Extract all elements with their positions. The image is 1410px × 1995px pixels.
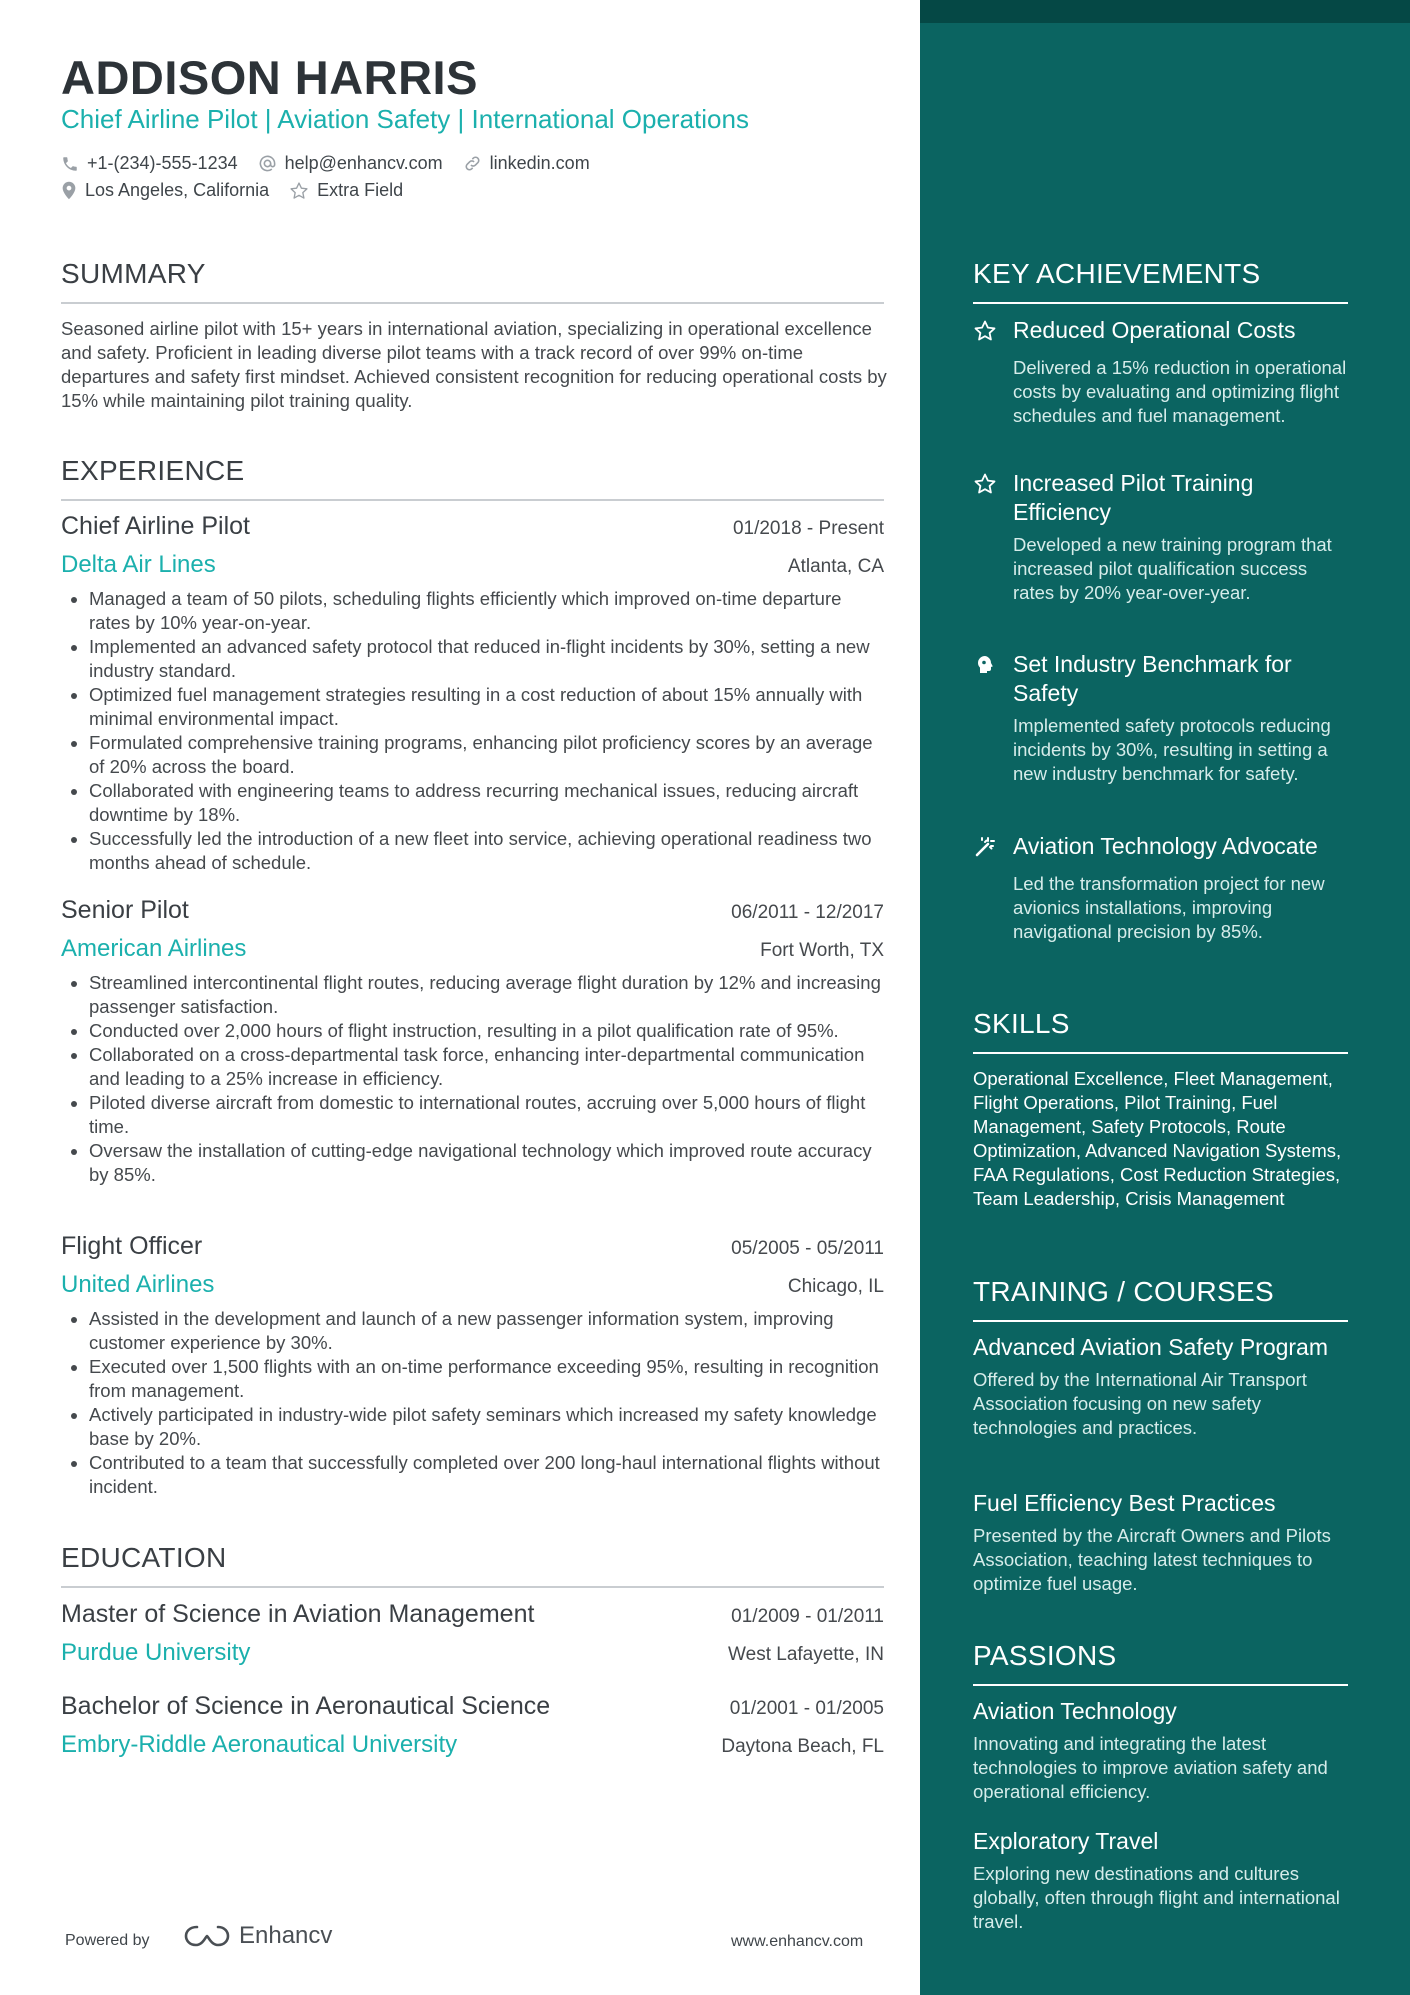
contact-email [258, 153, 443, 174]
bullet-item: • Optimized fuel management strategies resulting in a cost reduction of about 15% annually with minimal environmental impact. [89, 683, 884, 731]
education-location: Daytona Beach, FL [721, 1736, 884, 1757]
achievement-desc: Delivered a 15% reduction in operational costs by evaluating and optimizing flight schedules and fuel management. [1013, 357, 1347, 426]
training-item [973, 1333, 1353, 1440]
job-company: United Airlines [61, 1271, 215, 1298]
training-desc: Presented by the Aircraft Owners and Pilots Association, teaching latest techniques to optimize fuel usage. [973, 1525, 1331, 1594]
contact-row-2 [61, 180, 423, 201]
achievement-item [973, 650, 1353, 786]
job-bullets [61, 587, 884, 875]
bullet-item: • Collaborated on a cross-departmental task force, enhancing inter-departmental communication and leading to a 25% increase in efficiency. [89, 1043, 884, 1091]
passion-item [973, 1697, 1353, 1804]
job-entry [61, 512, 884, 875]
experience-title: EXPERIENCE [61, 455, 884, 501]
bullet-item: • Streamlined intercontinental flight routes, reducing average flight duration by 12% and increasing passenger satisfaction. [89, 971, 884, 1019]
degree: Master of Science in Aviation Management [61, 1600, 535, 1628]
powered-by-label: Powered by [65, 1932, 150, 1949]
bullet-item: • Formulated comprehensive training programs, enhancing pilot proficiency scores by an average of 20% across the board. [89, 731, 884, 779]
bullet-item: • Collaborated with engineering teams to address recurring mechanical issues, reducing aircraft downtime by 18%. [89, 779, 884, 827]
achievement-title: Reduced Operational Costs [1013, 317, 1296, 343]
brain-icon [973, 653, 997, 677]
skills-text: Operational Excellence, Fleet Management, Flight Operations, Pilot Training, Fuel Management, Safety Protocols, Route Optimization, Advanced Navigation Systems, FAA Regulations, Cost Reduction Strategies, Team Leadership, Crisis Management [973, 1068, 1342, 1209]
summary-text: Seasoned airline pilot with 15+ years in international aviation, specializing in operational excellence and safety. Proficient in leading diverse pilot teams with a track record of over 99% on-time departures and safety first mindset. Achieved consistent recognition for reducing operational costs by 15% while maintaining pilot training quality. [61, 318, 887, 411]
star-outline-icon [289, 181, 309, 201]
enhancv-logo[interactable] [183, 1922, 332, 1950]
education-dates: 01/2009 - 01/2011 [731, 1606, 884, 1627]
achievement-item [973, 469, 1353, 605]
training-title: TRAINING / COURSES [973, 1276, 1348, 1322]
wand-icon [973, 835, 997, 859]
location-text: Los Angeles, California [85, 180, 270, 200]
enhancv-logo-icon [183, 1922, 231, 1950]
phone-text: +1-(234)-555-1234 [87, 153, 238, 173]
achievement-title: Set Industry Benchmark for Safety [1013, 651, 1292, 706]
training-desc: Offered by the International Air Transport Association focusing on new safety technologies and practices. [973, 1369, 1307, 1438]
contact-phone [61, 153, 238, 174]
bullet-item: • Actively participated in industry-wide pilot safety seminars which increased my safety knowledge base by 20%. [89, 1403, 884, 1451]
email-text: help@enhancv.com [284, 153, 443, 173]
job-company: American Airlines [61, 935, 247, 962]
education-entry [61, 1692, 884, 1759]
summary-title: SUMMARY [61, 258, 884, 304]
bullet-item: • Assisted in the development and launch of a new passenger information system, improving customer experience by 30%. [89, 1307, 884, 1355]
job-role: Senior Pilot [61, 896, 189, 924]
passion-item [973, 1827, 1353, 1934]
bullet-item: • Piloted diverse aircraft from domestic to international routes, accruing over 5,000 hours of flight time. [89, 1091, 884, 1139]
at-icon [258, 154, 277, 173]
job-entry [61, 896, 884, 1187]
achievement-title: Aviation Technology Advocate [1013, 833, 1318, 859]
achievement-desc: Developed a new training program that increased pilot qualification success rates by 20% year-over-year. [1013, 534, 1332, 603]
job-location: Fort Worth, TX [760, 940, 884, 961]
headline: Chief Airline Pilot | Aviation Safety | International Operations [61, 104, 749, 134]
school: Embry-Riddle Aeronautical University [61, 1731, 458, 1758]
education-location: West Lafayette, IN [728, 1644, 884, 1665]
achievement-desc: Implemented safety protocols reducing incidents by 30%, resulting in setting a new industry benchmark for safety. [1013, 715, 1331, 784]
job-location: Atlanta, CA [787, 556, 884, 577]
training-item [973, 1489, 1353, 1596]
job-dates: 06/2011 - 12/2017 [731, 902, 884, 923]
education-title: EDUCATION [61, 1542, 884, 1588]
job-company: Delta Air Lines [61, 551, 216, 578]
phone-icon [61, 155, 79, 173]
job-entry [61, 1232, 884, 1499]
sidebar [920, 0, 1410, 1995]
contact-location [61, 180, 269, 201]
footer-url[interactable]: www.enhancv.com [731, 1933, 864, 1950]
star-icon [973, 472, 997, 496]
achievement-item [973, 832, 1353, 944]
bullet-item: • Managed a team of 50 pilots, scheduling flights efficiently which improved on-time departure rates by 10% year-on-year. [89, 587, 884, 635]
job-bullets [61, 1307, 884, 1499]
candidate-name: ADDISON HARRIS [61, 51, 478, 104]
skills-title: SKILLS [973, 1008, 1348, 1054]
link-icon [463, 154, 482, 173]
job-dates: 05/2005 - 05/2011 [731, 1238, 884, 1259]
bullet-item: • Oversaw the installation of cutting-edge navigational technology which improved route accuracy by 85%. [89, 1139, 884, 1187]
achievement-item [973, 316, 1353, 428]
school: Purdue University [61, 1639, 251, 1666]
contact-extra [289, 180, 403, 201]
achievement-title: Increased Pilot Training Efficiency [1013, 470, 1254, 525]
linkedin-text: linkedin.com [489, 153, 590, 173]
passion-name: Exploratory Travel [973, 1828, 1159, 1854]
training-name: Fuel Efficiency Best Practices [973, 1490, 1276, 1516]
job-dates: 01/2018 - Present [732, 518, 884, 539]
bullet-item: • Implemented an advanced safety protocol that reduced in-flight incidents by 30%, setting a new industry standard. [89, 635, 884, 683]
passion-name: Aviation Technology [973, 1698, 1177, 1724]
contact-row-1 [61, 153, 610, 174]
extra-field-text: Extra Field [317, 180, 404, 200]
bullet-item: • Executed over 1,500 flights with an on-time performance exceeding 95%, resulting in recognition from management. [89, 1355, 884, 1403]
job-role: Chief Airline Pilot [61, 512, 250, 540]
passions-title: PASSIONS [973, 1640, 1348, 1686]
star-icon [973, 319, 997, 343]
achievement-desc: Led the transformation project for new avionics installations, improving navigational precision by 85%. [1013, 873, 1325, 942]
bullet-item: • Successfully led the introduction of a new fleet into service, achieving operational readiness two months ahead of schedule. [89, 827, 884, 875]
job-location: Chicago, IL [787, 1276, 884, 1297]
sidebar-top-bar [920, 0, 1410, 23]
passion-desc: Innovating and integrating the latest technologies to improve aviation safety and operational efficiency. [973, 1733, 1328, 1802]
training-name: Advanced Aviation Safety Program [973, 1334, 1329, 1360]
job-bullets [61, 971, 884, 1187]
enhancv-brand-text: Enhancv [239, 1922, 333, 1949]
degree: Bachelor of Science in Aeronautical Science [61, 1692, 551, 1720]
education-entry [61, 1600, 884, 1667]
contact-linkedin [463, 153, 590, 174]
bullet-item: • Conducted over 2,000 hours of flight instruction, resulting in a pilot qualification rate of 95%. [89, 1019, 884, 1043]
education-dates: 01/2001 - 01/2005 [729, 1698, 884, 1719]
bullet-item: • Contributed to a team that successfully completed over 200 long-haul international flights without incident. [89, 1451, 884, 1499]
job-role: Flight Officer [61, 1232, 203, 1260]
achievements-title: KEY ACHIEVEMENTS [973, 258, 1348, 304]
location-pin-icon [61, 181, 77, 200]
passion-desc: Exploring new destinations and cultures globally, often through flight and international travel. [973, 1863, 1340, 1932]
